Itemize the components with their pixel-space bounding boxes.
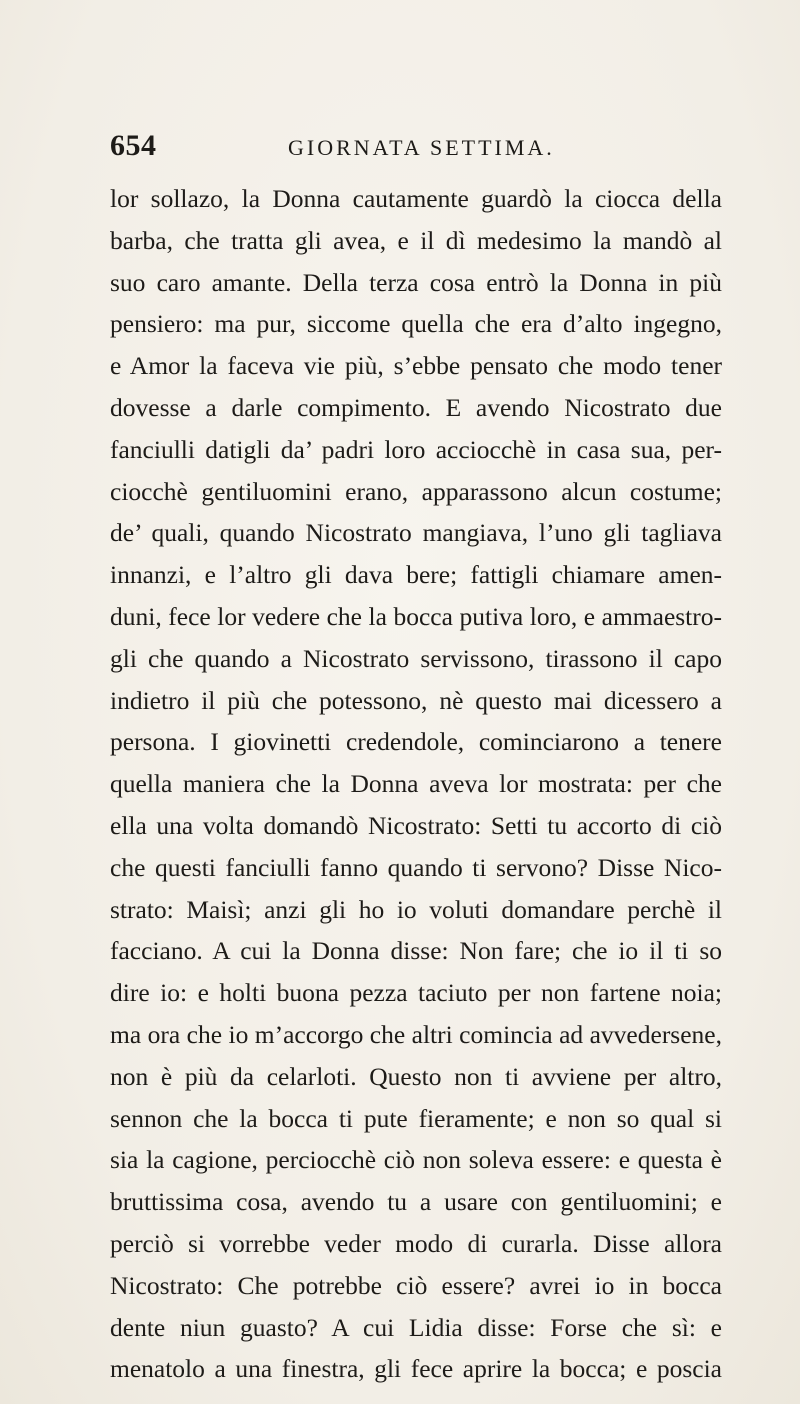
- text-line: sennon che la bocca ti pute fieramente; e non so qual si: [110, 1103, 722, 1133]
- text-line: ma ora che io m’accorgo che altri comincia ad avvedersene,: [110, 1019, 722, 1049]
- text-line: ciocchè gentiluomini erano, apparassono alcun costume;: [110, 476, 722, 506]
- text-line: bruttissima cosa, avendo tu a usare con gentiluomini; e: [110, 1187, 722, 1217]
- text-line: dovesse a darle compimento. E avendo Nicostrato due: [110, 392, 722, 422]
- text-line: pensiero: ma pur, siccome quella che era d’alto ingegno,: [110, 309, 722, 339]
- text-line: dente niun guasto? A cui Lidia disse: Forse che sì: e: [110, 1312, 722, 1342]
- text-line: persona. I giovinetti credendole, cominciarono a tenere: [110, 727, 722, 757]
- text-line: de’ quali, quando Nicostrato mangiava, l’uno gli tagliava: [110, 518, 722, 548]
- text-line: non è più da celarloti. Questo non ti avviene per altro,: [110, 1061, 722, 1091]
- text-line: fanciulli datigli da’ padri loro acciocchè in casa sua, per-: [110, 434, 722, 464]
- text-line: duni, fece lor vedere che la bocca putiva loro, e ammaestro-: [110, 601, 722, 631]
- text-line: indietro il più che potessono, nè questo mai dicessero a: [110, 685, 722, 715]
- text-line: lor sollazo, la Donna cautamente guardò la ciocca della: [110, 184, 722, 213]
- text-line: e Amor la faceva vie più, s’ebbe pensato che modo tener: [110, 351, 722, 381]
- text-line: barba, che tratta gli avea, e il dì medesimo la mandò al: [110, 225, 722, 255]
- text-line: perciò si vorrebbe veder modo di curarla. Disse allora: [110, 1228, 722, 1258]
- text-line: gli che quando a Nicostrato servissono, tirassono il capo: [110, 643, 722, 673]
- page-header: [110, 126, 720, 166]
- text-line: quella maniera che la Donna aveva lor mostrata: per che: [110, 769, 722, 799]
- text-line: innanzi, e l’altro gli dava bere; fattigli chiamare amen-: [110, 560, 722, 590]
- text-line: sia la cagione, perciocchè ciò non soleva essere: e questa è: [110, 1145, 722, 1175]
- running-head: GIORNATA SETTIMA.: [288, 135, 555, 160]
- body-text: [110, 178, 722, 1390]
- text-line: ella una volta domandò Nicostrato: Setti tu accorto di ciò: [110, 810, 722, 840]
- text-line: menatolo a una finestra, gli fece aprire la bocca; e poscia: [110, 1354, 722, 1384]
- text-line: Nicostrato: Che potrebbe ciò essere? avrei io in bocca: [110, 1270, 722, 1300]
- text-line: strato: Maisì; anzi gli ho io voluti domandare perchè il: [110, 894, 722, 924]
- text-line: facciano. A cui la Donna disse: Non fare; che io il ti so: [110, 936, 722, 966]
- text-line: dire io: e holti buona pezza taciuto per non fartene noia;: [110, 978, 722, 1008]
- page-number: 654: [110, 129, 157, 162]
- text-line: suo caro amante. Della terza cosa entrò la Donna in più: [110, 267, 722, 297]
- text-line: che questi fanciulli fanno quando ti servono? Disse Nico-: [110, 852, 722, 882]
